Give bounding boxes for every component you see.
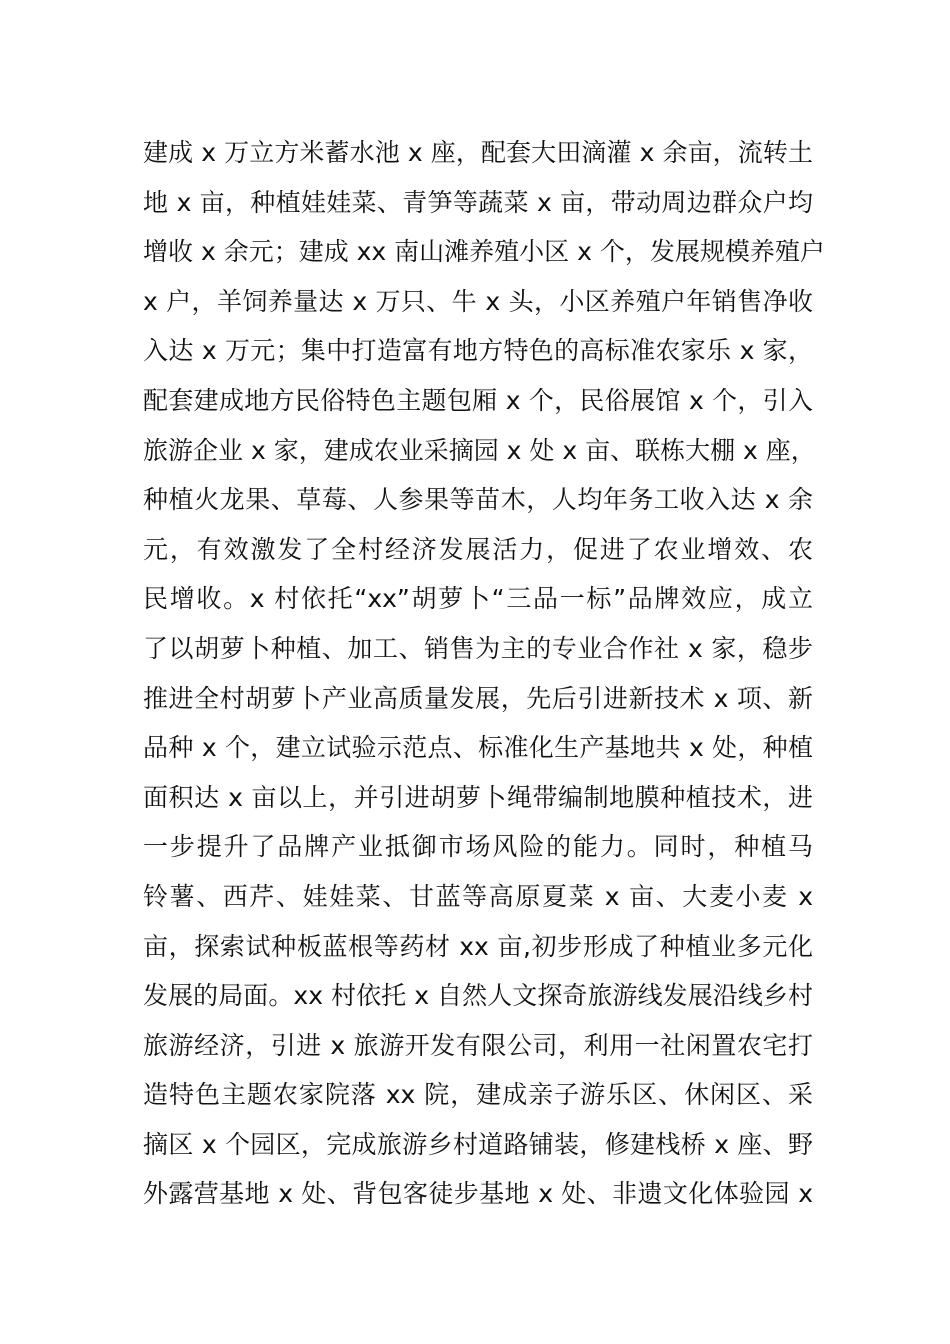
text-line: 配套建成地方民俗特色主题包厢 x 个，民俗展馆 x 个，引入 xyxy=(143,385,813,415)
text-line: 地 x 亩，种植娃娃菜、青笋等蔬菜 x 亩，带动周边群众户均 xyxy=(143,187,813,217)
text-line: 了以胡萝卜种植、加工、销售为主的专业合作社 x 家，稳步 xyxy=(143,633,813,663)
text-line: 一步提升了品牌产业抵御市场风险的能力。同时，种植马 xyxy=(143,832,813,862)
text-line: 推进全村胡萝卜产业高质量发展，先后引进新技术 x 项、新 xyxy=(143,683,813,713)
text-line: 摘区 x 个园区，完成旅游乡村道路铺装，修建栈桥 x 座、野 xyxy=(143,1129,813,1159)
text-line: 铃薯、西芹、娃娃菜、甘蓝等高原夏菜 x 亩、大麦小麦 x xyxy=(143,881,813,911)
text-line: x 户，羊饲养量达 x 万只、牛 x 头，小区养殖户年销售净收 xyxy=(143,286,813,316)
text-line: 亩，探索试种板蓝根等药材 xx 亩,初步形成了种植业多元化 xyxy=(143,931,813,961)
text-line: 入达 x 万元；集中打造富有地方特色的高标准农家乐 x 家， xyxy=(143,336,813,366)
text-line: 造特色主题农家院落 xx 院，建成亲子游乐区、休闲区、采 xyxy=(143,1080,813,1110)
text-line: 增收 x 余元；建成 xx 南山滩养殖小区 x 个，发展规模养殖户 xyxy=(143,237,825,267)
text-line: 发展的局面。xx 村依托 x 自然人文探奇旅游线发展沿线乡村 xyxy=(143,981,813,1011)
text-line: 品种 x 个，建立试验示范点、标准化生产基地共 x 处，种植 xyxy=(143,733,813,763)
body-paragraph xyxy=(143,128,825,1219)
text-line: 旅游经济，引进 x 旅游开发有限公司，利用一社闲置农宅打 xyxy=(143,1030,813,1060)
text-line: 元，有效激发了全村经济发展活力，促进了农业增效、农 xyxy=(143,534,813,564)
text-line: 民增收。x 村依托“xx”胡萝卜“三品一标”品牌效应，成立 xyxy=(143,584,813,614)
text-line: 建成 x 万立方米蓄水池 x 座，配套大田滴灌 x 余亩，流转土 xyxy=(143,138,813,167)
text-line: 面积达 x 亩以上，并引进胡萝卜绳带编制地膜种植技术，进 xyxy=(143,782,813,812)
text-line: 种植火龙果、草莓、人参果等苗木，人均年务工收入达 x 余 xyxy=(143,485,813,515)
text-line: 外露营基地 x 处、背包客徒步基地 x 处、非遗文化体验园 x xyxy=(143,1179,813,1209)
text-line: 旅游企业 x 家，建成农业采摘园 x 处 x 亩、联栋大棚 x 座， xyxy=(143,435,816,465)
